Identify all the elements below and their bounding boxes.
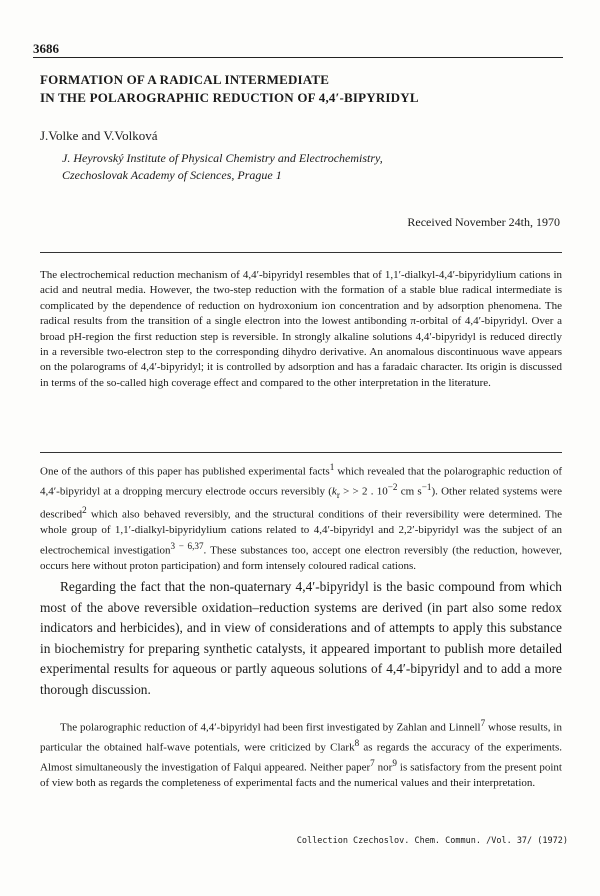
reference-7[interactable]: 7 xyxy=(480,718,486,728)
authors: J.Volke and V.Volková xyxy=(40,128,158,143)
reference-3[interactable]: 3 − 6,37 xyxy=(170,540,204,551)
article-title xyxy=(40,71,560,107)
reference-1[interactable]: 1 xyxy=(329,462,335,472)
title-line: FORMATION OF A RADICAL INTERMEDIATE xyxy=(40,72,330,87)
abstract: The electrochemical reduction mechanism of 4,4′-bipyridyl resembles that of 1,1′-dialkyl-4,4′-bipyridylium cations in acid and neutral media. However, the two-step reduction with the formation of a stable blue radical intermediate is complicated by the dependence of reduction on hydroxonium ion concentration and by adsorption phenomena. The radical results from the transition of a single electron into the lowest antibonding π-orbital of 4,4′-bipyridyl. Over a broad pH-region the first reduction step is reversible. In strongly alkaline solutions 4,4′-bipyridyl is reduced directly in a reversible two-electron step to the corresponding dihydro derivative. An anomalous discontinuous wave appears on the polarograms of 4,4′-bipyridyl; it is controlled by adsorption and has a faradaic character. Its origin is discussed in terms of the so-called high coverage effect and compared to the other interpretation in the literature. xyxy=(40,269,562,389)
affiliation-line: J. Heyrovský Institute of Physical Chemistry and Electrochemistry, xyxy=(62,151,383,165)
paragraph-3: The polarographic reduction of 4,4′-bipyridyl had been first investigated by Zahlan and Linnell$^7$ whose results, in particular the obtained half-wave potentials, were criticized by Clark$^8$ as regards the accuracy of the experiments. Almost simultaneously the investigation of Falqui appeared. Neither paper$^7$ nor$^9$ is satisfactory from the present point of view both as regards the completeness of experimental facts and the numerical values and their interpretation. xyxy=(40,718,562,790)
abstract-bottom-rule xyxy=(40,452,562,453)
received-date: Received November 24th, 1970 xyxy=(407,215,560,229)
journal-footer: Collection Czechoslov. Chem. Commun. /Vol. 37/ (1972) xyxy=(296,836,568,846)
reference-9[interactable]: 9 xyxy=(392,758,397,769)
abstract-top-rule xyxy=(40,252,562,253)
reference-8[interactable]: 8 xyxy=(354,738,360,749)
header-rule xyxy=(33,57,563,58)
paragraph-1: One of the authors of this paper has published experimental facts$^1$ which revealed that the polarographic reduction of 4,4′-bipyridyl at a dropping mercury electrode occurs reversibly ($k_r$ > > 2 . $10^{-2}$ cm $s^{-1}$). Other related systems were described$^2$ which also behaved reversibly, and the structural conditions of their reversibility were determined. The whole group of 1,1′-dialkyl-bipyridylium cations related to 4,4′-bipyridyl and 2,2′-bipyridyl was the subject of an electrochemical investigation$^{3 - 6,37}$. These substances too, accept one electron reversibly (the reduction, however, occurs here without proton participation) and form intensely coloured radical cations. xyxy=(40,462,562,572)
paragraph-2: Regarding the fact that the non-quaternary 4,4′-bipyridyl is the basic compound from which most of the above reversible oxidation–reduction systems are derived (in part also some redox indicators and herbicides), and in view of considerations and of attempts to apply this substance in biochemistry for preparing synthetic catalysts, it appeared important to publish more detailed experimental results for aqueous or partly aqueous solutions of 4,4′-bipyridyl and to add a more thorough discussion. xyxy=(40,579,562,697)
reference-7b[interactable]: 7 xyxy=(370,758,375,769)
affiliation xyxy=(62,150,383,184)
affiliation-line: Czechoslovak Academy of Sciences, Prague 1 xyxy=(62,168,282,182)
title-line: IN THE POLAROGRAPHIC REDUCTION OF 4,4′-BIPYRIDYL xyxy=(40,90,419,105)
reference-2[interactable]: 2 xyxy=(82,505,87,516)
page-number: 3686 xyxy=(33,41,59,56)
